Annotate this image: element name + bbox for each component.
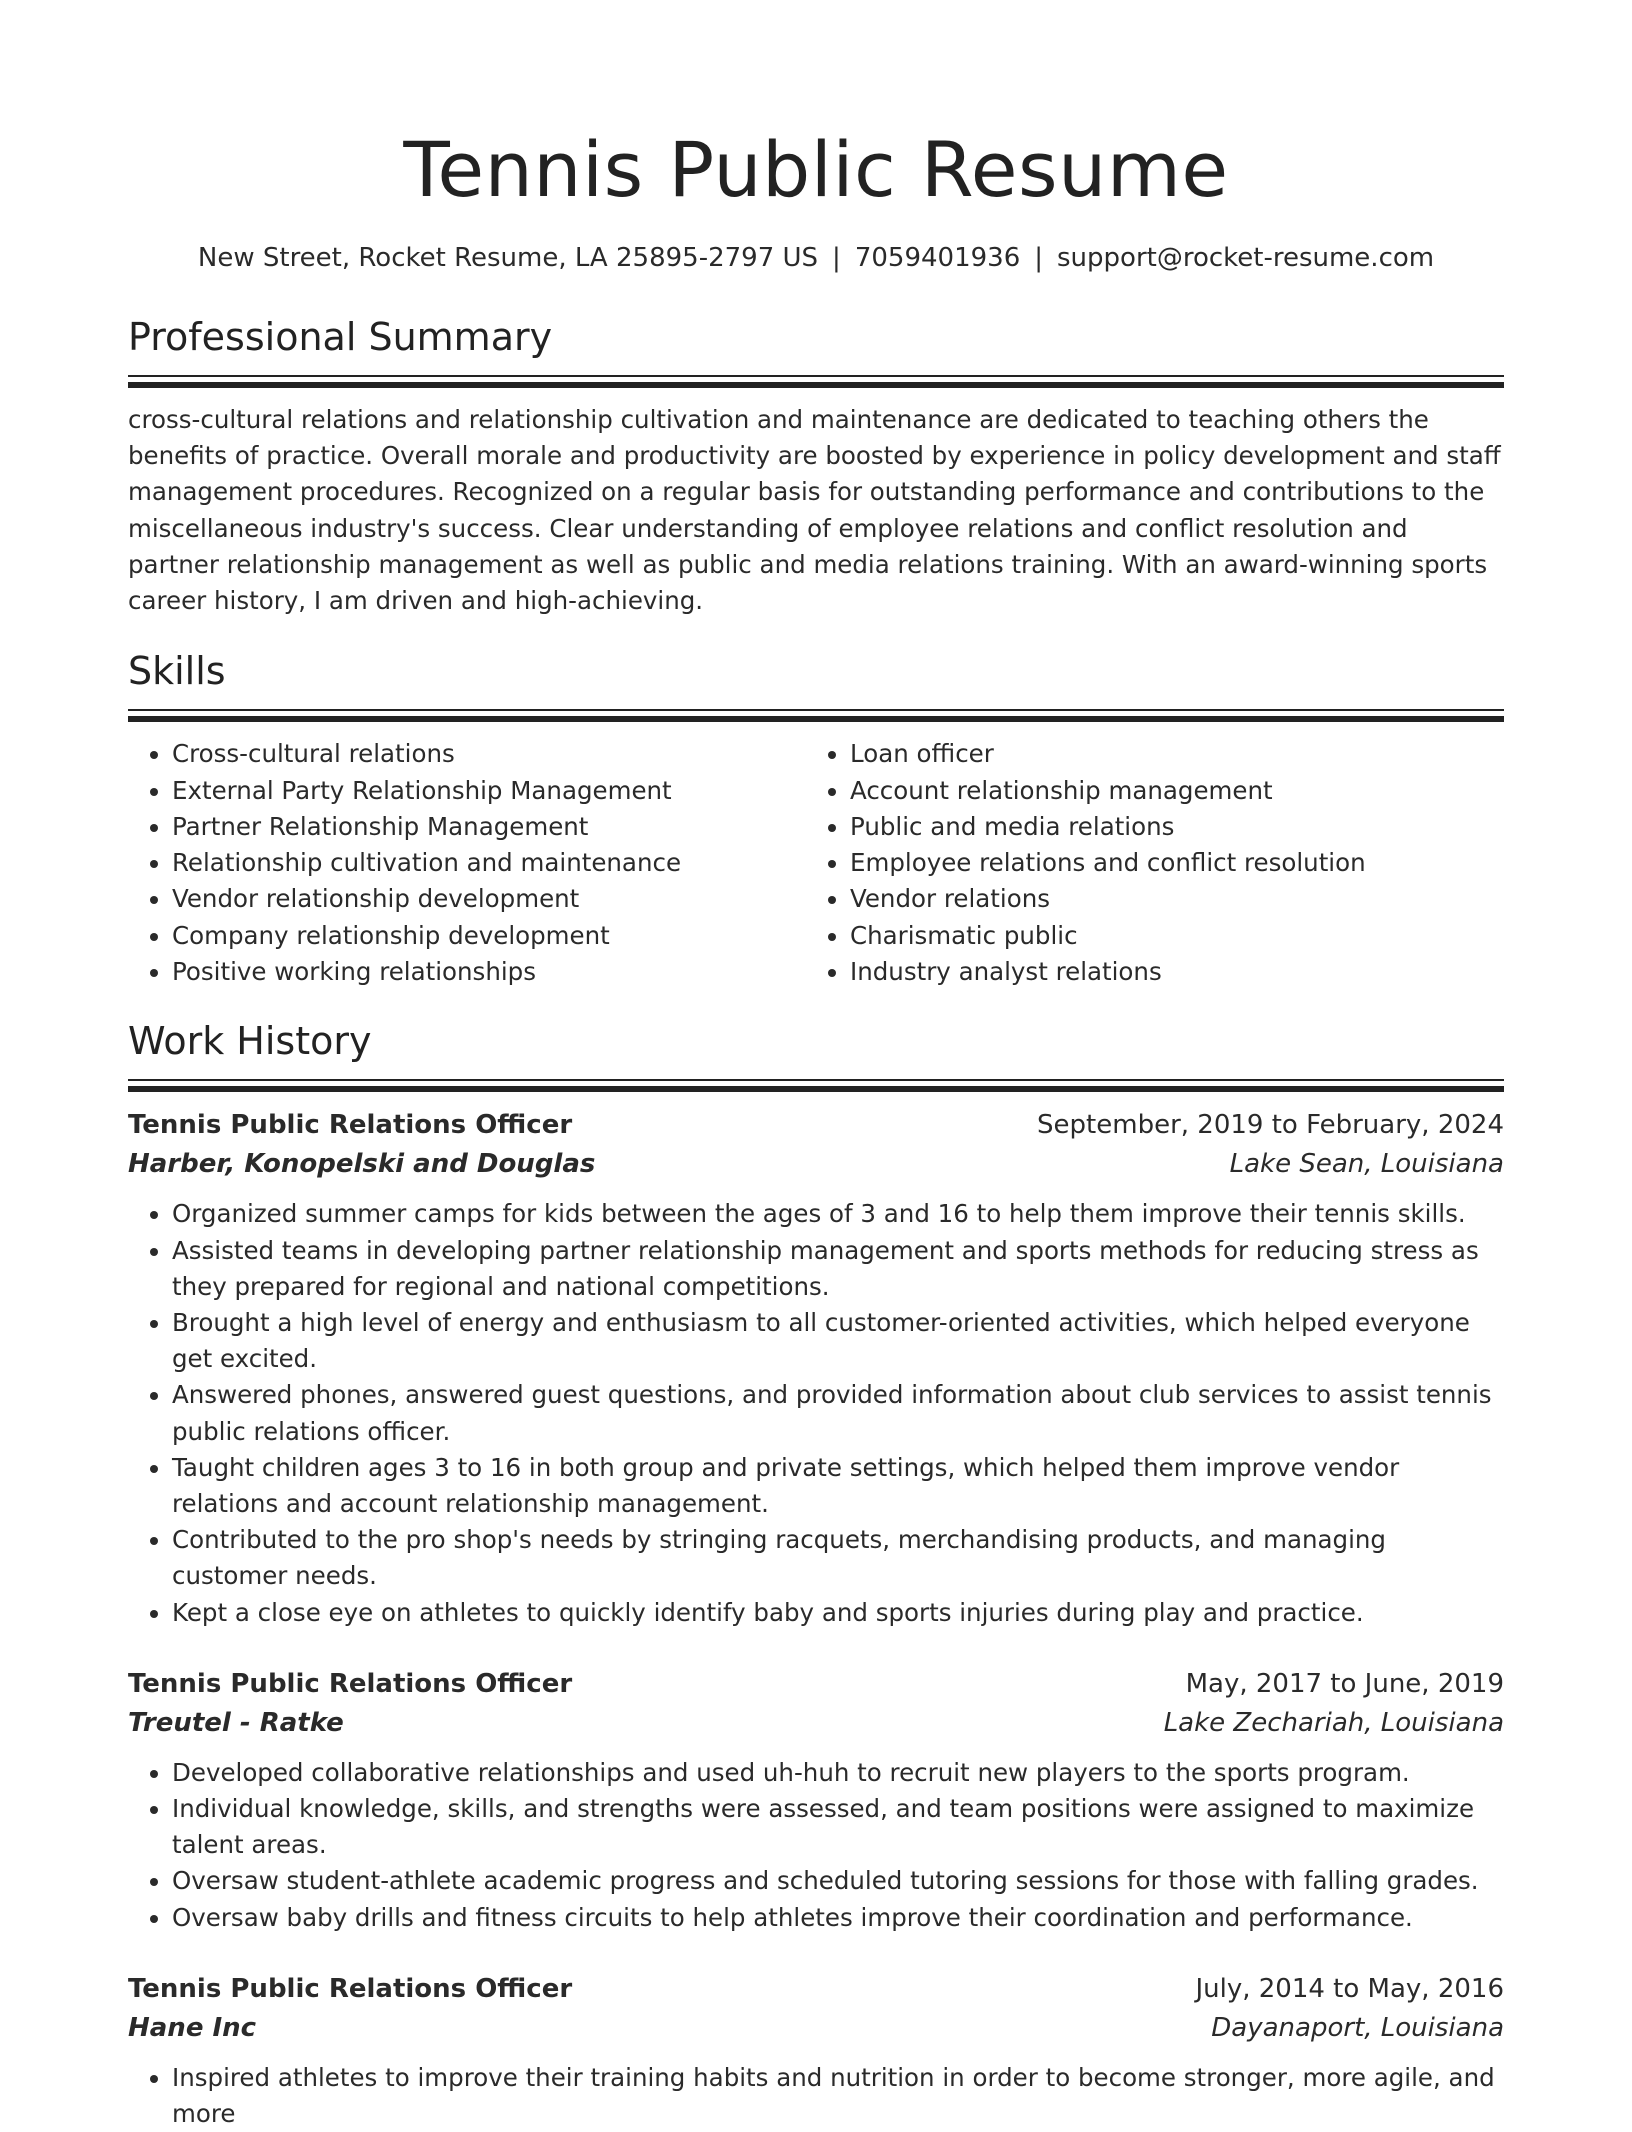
job-bullet: • Developed collaborative relationships and used uh-huh to recruit new players to the sports program.	[172, 1755, 1504, 1791]
job-title: Tennis Public Relations Officer	[128, 1668, 573, 1699]
section-title-skills: Skills	[128, 649, 226, 694]
job-bullet: • Oversaw student-athlete academic progress and scheduled tutoring sessions for those with falling grades.	[172, 1863, 1504, 1899]
job-company-row	[128, 1145, 1504, 1184]
job-bullet: • Brought a high level of energy and enthusiasm to all customer-oriented activities, which helped everyone get excited.	[172, 1305, 1504, 1377]
skill-item: • Cross-cultural relations	[172, 736, 806, 772]
section-divider	[128, 709, 1504, 722]
skills-grid	[128, 736, 1504, 990]
skill-item: • Public and media relations	[850, 809, 1484, 845]
job-company: Hane Inc	[128, 2012, 257, 2043]
skill-item: • Vendor relationship development	[172, 881, 806, 917]
job-entry	[128, 1106, 1504, 1630]
job-dates: May, 2017 to June, 2019	[1185, 1668, 1504, 1699]
section-divider	[128, 1079, 1504, 1092]
contact-line	[128, 240, 1504, 276]
skill-item: • Company relationship development	[172, 918, 806, 954]
job-dates: July, 2014 to May, 2016	[1195, 1973, 1504, 2004]
resume-page	[128, 0, 1504, 2132]
job-header-row	[128, 1106, 1504, 1145]
job-bullet: • Contributed to the pro shop's needs by stringing racquets, merchandising products, and managing customer needs.	[172, 1522, 1504, 1594]
skill-item: • Account relationship management	[850, 773, 1484, 809]
skill-item: • Relationship cultivation and maintenance	[172, 845, 806, 881]
contact-separator: |	[1034, 243, 1043, 273]
skill-item: • Industry analyst relations	[850, 954, 1484, 990]
job-title: Tennis Public Relations Officer	[128, 1110, 573, 1141]
section-title-summary: Professional Summary	[128, 315, 553, 359]
skill-item: • External Party Relationship Management	[172, 773, 806, 809]
skill-item: • Loan officer	[850, 736, 1484, 772]
job-bullet: • Answered phones, answered guest questions, and provided information about club services to assist tennis public relations officer.	[172, 1377, 1504, 1449]
contact-phone: 7059401936	[854, 243, 1021, 273]
skill-item: • Employee relations and conflict resolution	[850, 845, 1484, 881]
skills-list-right	[806, 736, 1484, 990]
skill-item: • Positive working relationships	[172, 954, 806, 990]
job-company-row	[128, 2009, 1504, 2048]
job-bullet-list	[128, 2060, 1504, 2132]
job-dates: September, 2019 to February, 2024	[1037, 1110, 1504, 1141]
job-company-row	[128, 1704, 1504, 1743]
job-bullet: • Assisted teams in developing partner relationship management and sports methods for reducing stress as they prepared for regional and national competitions.	[172, 1233, 1504, 1305]
job-bullet: • Oversaw baby drills and fitness circuits to help athletes improve their coordination and performance.	[172, 1900, 1504, 1936]
skills-section	[128, 647, 1504, 990]
job-bullet-list	[128, 1196, 1504, 1630]
job-bullet: • Individual knowledge, skills, and strengths were assessed, and team positions were assigned to maximize talent areas.	[172, 1791, 1504, 1863]
job-header-row	[128, 1665, 1504, 1704]
job-bullet: • Taught children ages 3 to 16 in both group and private settings, which helped them improve vendor relations and account relationship management.	[172, 1450, 1504, 1522]
professional-summary-section	[128, 313, 1504, 619]
work-history-section	[128, 1017, 1504, 2132]
skill-item: • Vendor relations	[850, 881, 1484, 917]
skill-item: • Charismatic public	[850, 918, 1484, 954]
job-bullet: • Organized summer camps for kids between the ages of 3 and 16 to help them improve their tennis skills.	[172, 1196, 1504, 1232]
job-company: Treutel - Ratke	[128, 1707, 344, 1738]
section-divider	[128, 375, 1504, 388]
job-bullet-list	[128, 1755, 1504, 1936]
contact-separator: |	[832, 243, 841, 273]
job-entry	[128, 1665, 1504, 1936]
section-title-work-history: Work History	[128, 1019, 372, 1064]
job-title: Tennis Public Relations Officer	[128, 1973, 573, 2004]
contact-address: New Street, Rocket Resume, LA 25895-2797 US	[197, 243, 819, 273]
job-header-row	[128, 1970, 1504, 2009]
job-location: Lake Zechariah, Louisiana	[1163, 1707, 1504, 1738]
summary-text: cross-cultural relations and relationship cultivation and maintenance are dedicated to teaching others the benefits of practice. Overall morale and productivity are boosted by experience in policy development and staff management procedures. Recognized on a regular basis for outstanding performance and contributions to the miscellaneous industry's success. Clear understanding of employee relations and conflict resolution and partner relationship management as well as public and media relations training. With an award-winning sports career history, I am driven and high-achieving.	[128, 405, 1501, 616]
skills-list-left	[128, 736, 806, 990]
resume-name: Tennis Public Resume	[403, 125, 1229, 214]
job-bullet: • Inspired athletes to improve their training habits and nutrition in order to become stronger, more agile, and more	[172, 2060, 1504, 2132]
skill-item: • Partner Relationship Management	[172, 809, 806, 845]
job-entry	[128, 1970, 1504, 2132]
contact-email[interactable]: support@rocket-resume.com	[1057, 243, 1435, 273]
job-location: Dayanaport, Louisiana	[1211, 2012, 1504, 2043]
job-company: Harber, Konopelski and Douglas	[128, 1149, 596, 1180]
job-location: Lake Sean, Louisiana	[1229, 1149, 1504, 1180]
job-bullet: • Kept a close eye on athletes to quickly identify baby and sports injuries during play and practice.	[172, 1595, 1504, 1631]
